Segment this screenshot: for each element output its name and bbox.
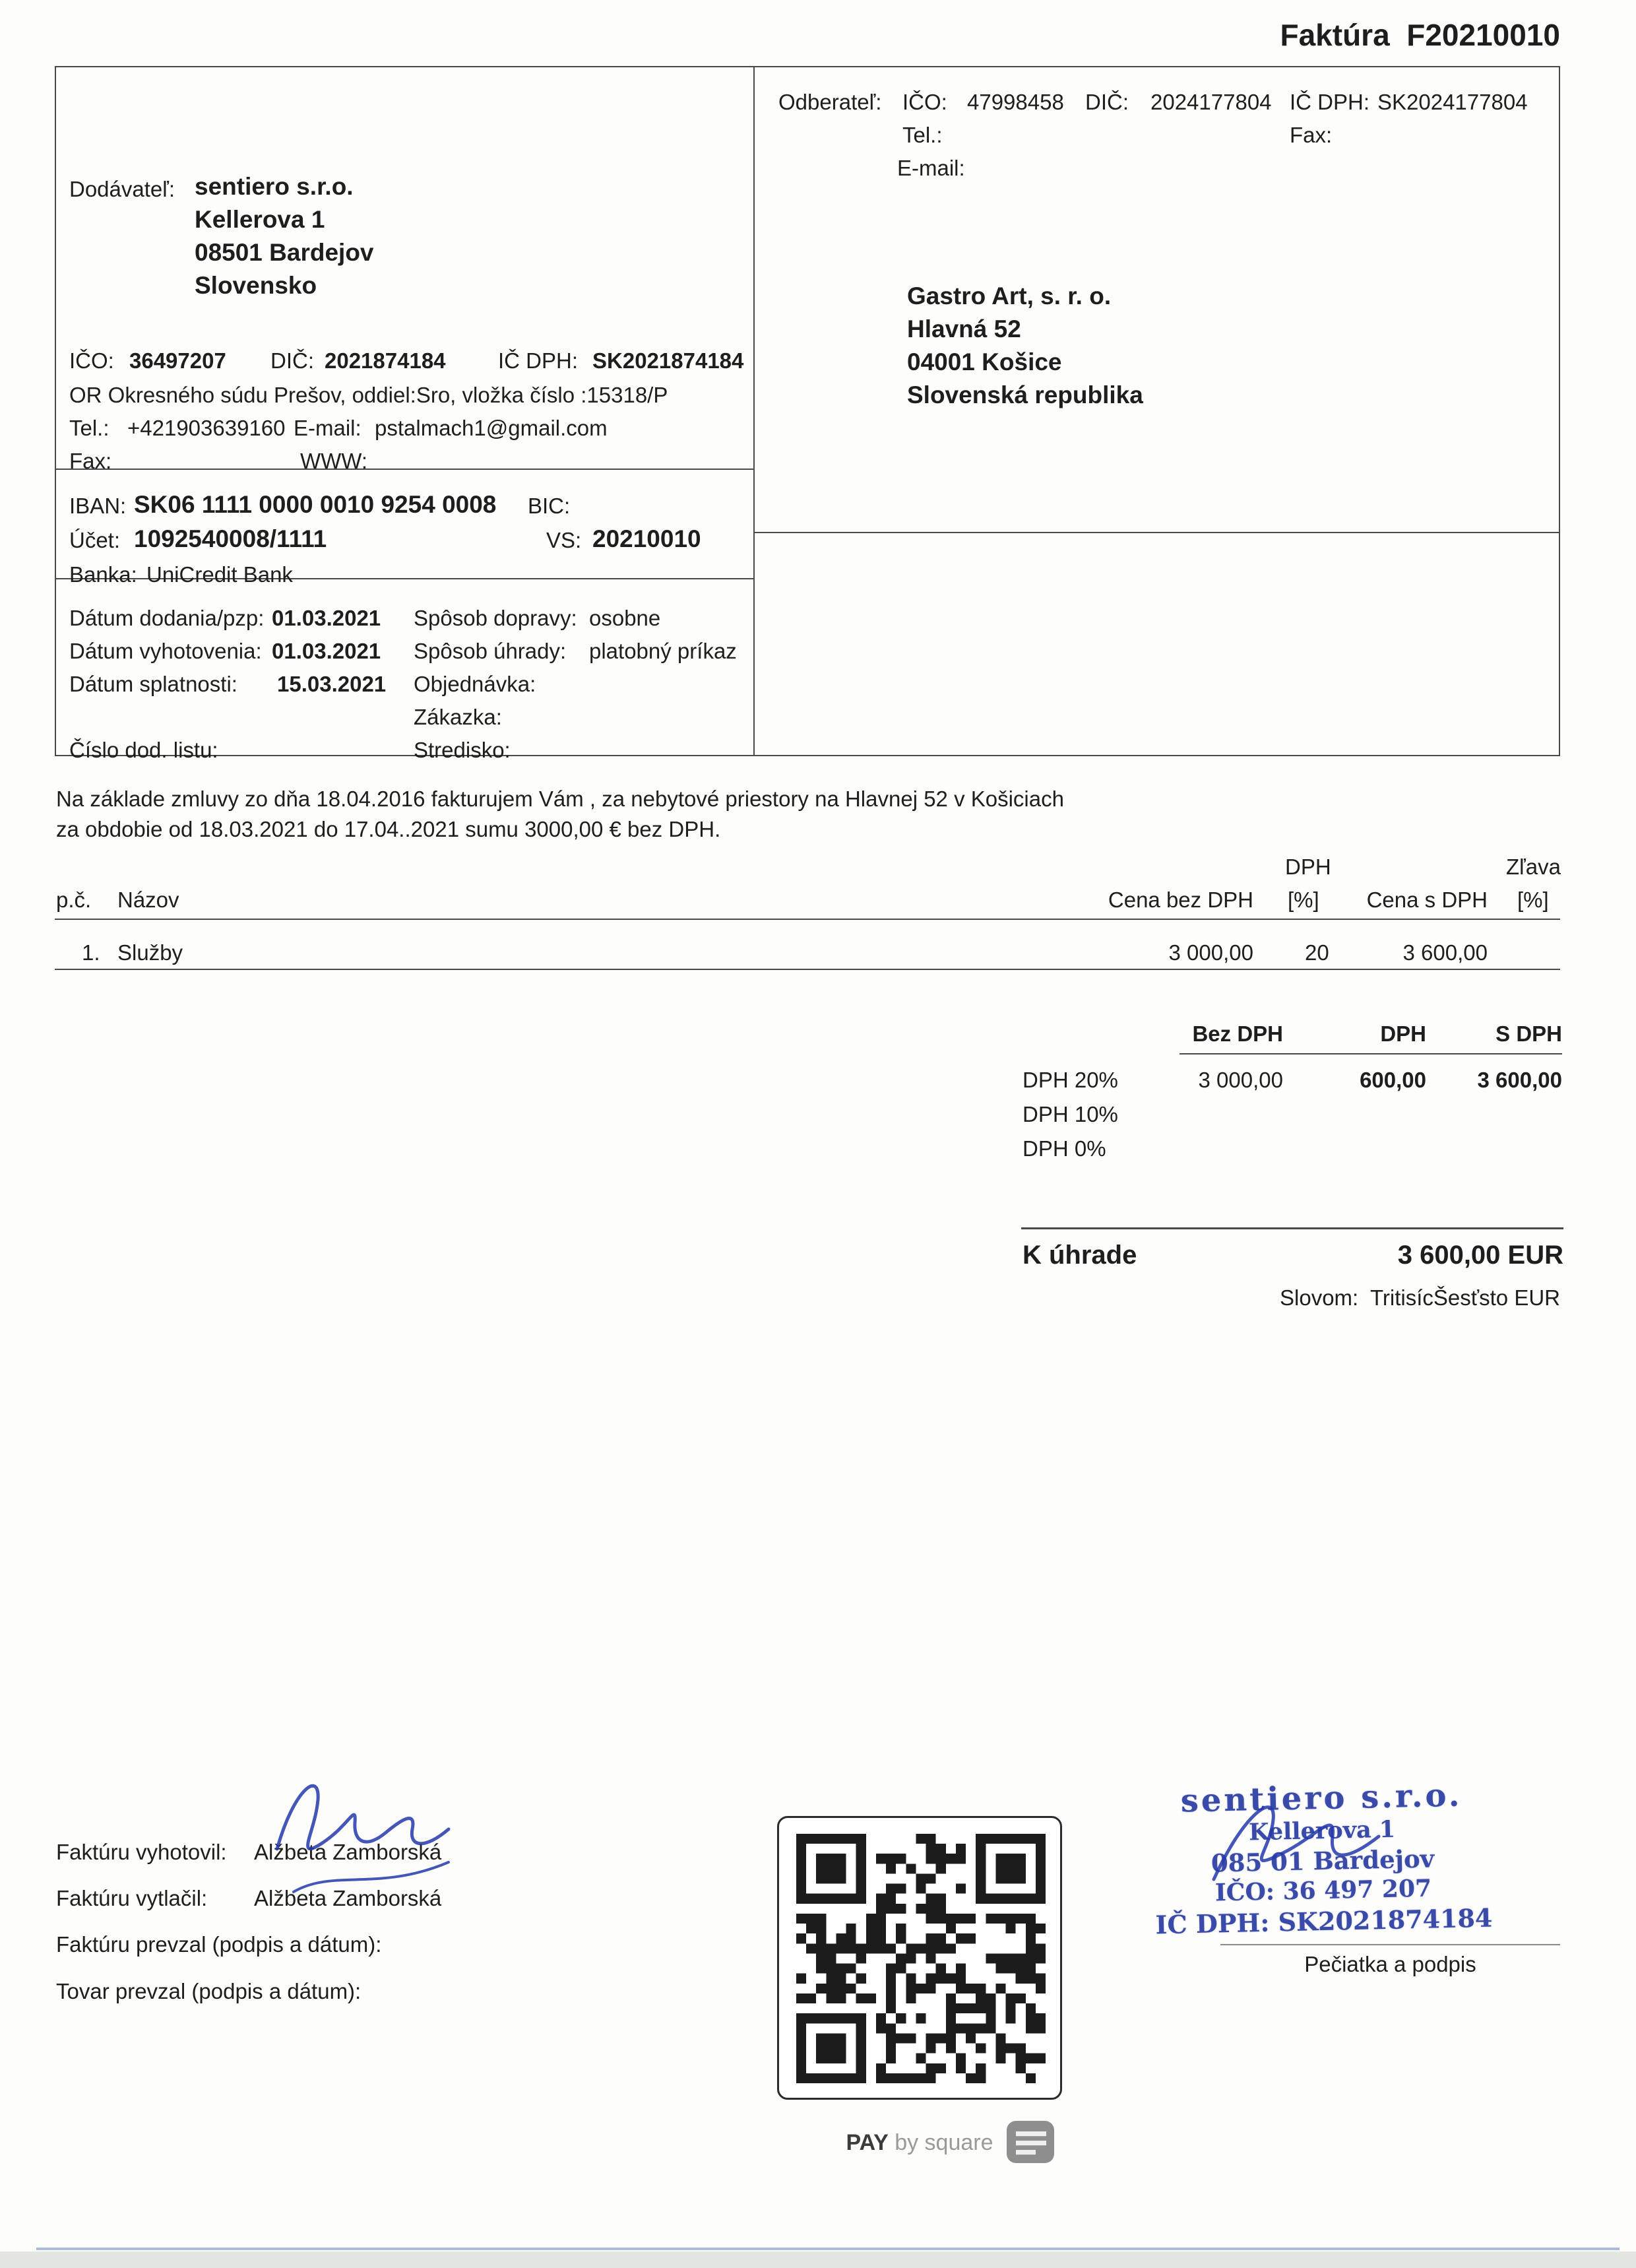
item-row-cena-s: 3 600,00	[1402, 940, 1488, 965]
contract-text-line1: Na základe zmluvy zo dňa 18.04.2016 fakturujem Vám , za nebytové priestory na Hlavnej 52 v Košiciach	[56, 787, 1064, 811]
by-square-label: by square	[888, 2130, 993, 2155]
customer-dic-label: DIČ:	[1085, 90, 1129, 114]
stamp-ico: IČO: 36 497 207	[1214, 1874, 1432, 1907]
bic-label: BIC:	[528, 494, 571, 518]
splatnosti-value: 15.03.2021	[277, 672, 387, 696]
vyhotovil-name: Alžbeta Zamborská	[254, 1840, 442, 1864]
vytlacil-label: Faktúru vytlačil:	[56, 1886, 208, 1910]
supplier-icdph-label: IČ DPH:	[498, 348, 579, 373]
customer-email-label: E-mail:	[897, 156, 965, 180]
customer-label: Odberateľ:	[778, 90, 882, 114]
customer-city: 04001 Košice	[907, 348, 1062, 375]
scan-edge-band	[0, 2252, 1636, 2268]
customer-ico: 47998458	[967, 90, 1064, 114]
item-row-pc: 1.	[82, 940, 100, 965]
uhrada-value: platobný príkaz	[589, 639, 737, 663]
supplier-ico: 36497207	[129, 348, 226, 373]
vs-label: VS:	[546, 528, 582, 552]
customer-divider	[755, 532, 1559, 533]
vyhotovil-label: Faktúru vyhotovil:	[56, 1840, 227, 1864]
vat-row1-bez: 3 000,00	[1198, 1068, 1283, 1092]
customer-tel-label: Tel.:	[902, 123, 943, 147]
iban-label: IBAN:	[69, 494, 127, 518]
supplier-label: Dodávateľ:	[69, 177, 175, 201]
banka-label: Banka:	[69, 562, 137, 587]
uhrada-label: Spôsob úhrady:	[414, 639, 567, 663]
cislo-dod-label: Číslo dod. listu:	[69, 738, 218, 762]
qr-code-icon	[796, 1834, 1046, 2083]
slovom-value: TritisícŠesťsto EUR	[1369, 1285, 1560, 1310]
iban-value: SK06 1111 0000 0010 9254 0008	[134, 491, 497, 518]
slovom-label: Slovom:	[1280, 1285, 1359, 1310]
supplier-street: Kellerova 1	[195, 206, 325, 233]
stamp-signature-line	[1220, 1944, 1560, 1945]
customer-ico-label: IČO:	[902, 90, 947, 114]
vyhotovenia-value: 01.03.2021	[272, 639, 381, 663]
items-header-dph: DPH	[1285, 855, 1331, 879]
vytlacil-name: Alžbeta Zamborská	[254, 1886, 442, 1910]
stamp-name: sentiero s.r.o.	[1180, 1776, 1463, 1820]
company-stamp	[1140, 1776, 1506, 1940]
stamp-city: 085 01 Bardejov	[1211, 1844, 1435, 1878]
peciatka-label: Pečiatka a podpis	[1304, 1952, 1476, 1976]
vat-row1-s: 3 600,00	[1477, 1068, 1562, 1092]
items-header-nazov: Názov	[117, 888, 179, 912]
zakazka-label: Zákazka:	[414, 705, 502, 729]
vat-row1-label: DPH 20%	[1022, 1068, 1118, 1092]
pay-label: PAY	[846, 2130, 889, 2155]
supplier-name: sentiero s.r.o.	[195, 173, 354, 200]
column-divider	[753, 67, 755, 755]
pay-by-square-frame	[777, 1816, 1062, 2100]
stamp-icdph: IČ DPH: SK2021874184	[1155, 1902, 1493, 1940]
vat-row2-label: DPH 10%	[1022, 1102, 1118, 1126]
supplier-divider	[56, 469, 753, 470]
doprava-label: Spôsob dopravy:	[414, 606, 577, 630]
supplier-fax-label: Fax:	[69, 449, 112, 473]
prevzal-label: Faktúru prevzal (podpis a dátum):	[56, 1932, 382, 1957]
supplier-registry: OR Okresného súdu Prešov, oddiel:Sro, vložka číslo :15318/P	[69, 383, 668, 407]
contract-text-line2: za obdobie od 18.03.2021 do 17.04..2021 sumu 3000,00 € bez DPH.	[56, 817, 721, 841]
tovar-prevzal-label: Tovar prevzal (podpis a dátum):	[56, 1979, 362, 2003]
total-rule	[1021, 1227, 1563, 1229]
doprava-value: osobne	[589, 606, 661, 630]
item-row-nazov: Služby	[117, 940, 183, 965]
invoice-title-word: Faktúra	[1280, 18, 1390, 52]
supplier-dic-label: DIČ:	[270, 348, 314, 373]
supplier-tel: +421903639160	[127, 416, 286, 440]
supplier-email-label: E-mail:	[294, 416, 362, 440]
amount-in-words	[1121, 1285, 1560, 1311]
customer-fax-label: Fax:	[1290, 123, 1333, 147]
item-row-dph: 20	[1305, 940, 1329, 965]
items-header-cena-s: Cena s DPH	[1366, 888, 1488, 912]
items-header-cena-bez: Cena bez DPH	[1108, 888, 1253, 912]
total-amount: 3 600,00 EUR	[1397, 1241, 1563, 1270]
vat-header-bez: Bez DPH	[1192, 1021, 1283, 1046]
total-label: K úhrade	[1022, 1241, 1137, 1270]
supplier-tel-label: Tel.:	[69, 416, 110, 440]
vat-header-rule	[1180, 1053, 1562, 1054]
supplier-email: pstalmach1@gmail.com	[375, 416, 608, 440]
dodania-label: Dátum dodania/pzp:	[69, 606, 265, 630]
items-header-pc: p.č.	[56, 888, 92, 912]
splatnosti-label: Dátum splatnosti:	[69, 672, 237, 696]
supplier-www-label: WWW:	[300, 449, 368, 473]
banknote-icon	[1005, 2118, 1055, 2166]
vs-value: 20210010	[592, 525, 701, 552]
ucet-value: 1092540008/1111	[134, 525, 327, 552]
stredisko-label: Stredisko:	[414, 738, 511, 762]
vat-header-s: S DPH	[1495, 1021, 1562, 1046]
ucet-label: Účet:	[69, 528, 121, 552]
items-header-rule	[55, 919, 1560, 920]
vat-header-dph: DPH	[1380, 1021, 1426, 1046]
scan-edge-line	[36, 2248, 1620, 2250]
items-header-pct1: [%]	[1288, 888, 1319, 912]
vat-row3-label: DPH 0%	[1022, 1136, 1106, 1161]
vyhotovenia-label: Dátum vyhotovenia:	[69, 639, 262, 663]
customer-icdph-label: IČ DPH:	[1290, 90, 1370, 114]
supplier-icdph: SK2021874184	[592, 348, 744, 373]
invoice-title	[1253, 17, 1560, 53]
items-header-pct2: [%]	[1517, 888, 1549, 912]
supplier-dic: 2021874184	[325, 348, 446, 373]
dodania-value: 01.03.2021	[272, 606, 381, 630]
supplier-ico-label: IČO:	[69, 348, 114, 373]
invoice-number: F20210010	[1406, 18, 1560, 52]
supplier-country: Slovensko	[195, 272, 317, 299]
banka-value: UniCredit Bank	[146, 562, 293, 587]
item-row-cena-bez: 3 000,00	[1168, 940, 1253, 965]
stamp-street: Kellerova 1	[1248, 1815, 1396, 1846]
customer-country: Slovenská republika	[907, 381, 1143, 408]
customer-street: Hlavná 52	[907, 315, 1021, 342]
customer-icdph: SK2024177804	[1377, 90, 1528, 114]
objednavka-label: Objednávka:	[414, 672, 536, 696]
items-bottom-rule	[55, 969, 1560, 970]
supplier-city: 08501 Bardejov	[195, 239, 374, 266]
items-header-zlava: Zľava	[1506, 855, 1561, 879]
vat-row1-dph: 600,00	[1360, 1068, 1426, 1092]
customer-dic: 2024177804	[1150, 90, 1272, 114]
customer-name: Gastro Art, s. r. o.	[907, 282, 1112, 309]
